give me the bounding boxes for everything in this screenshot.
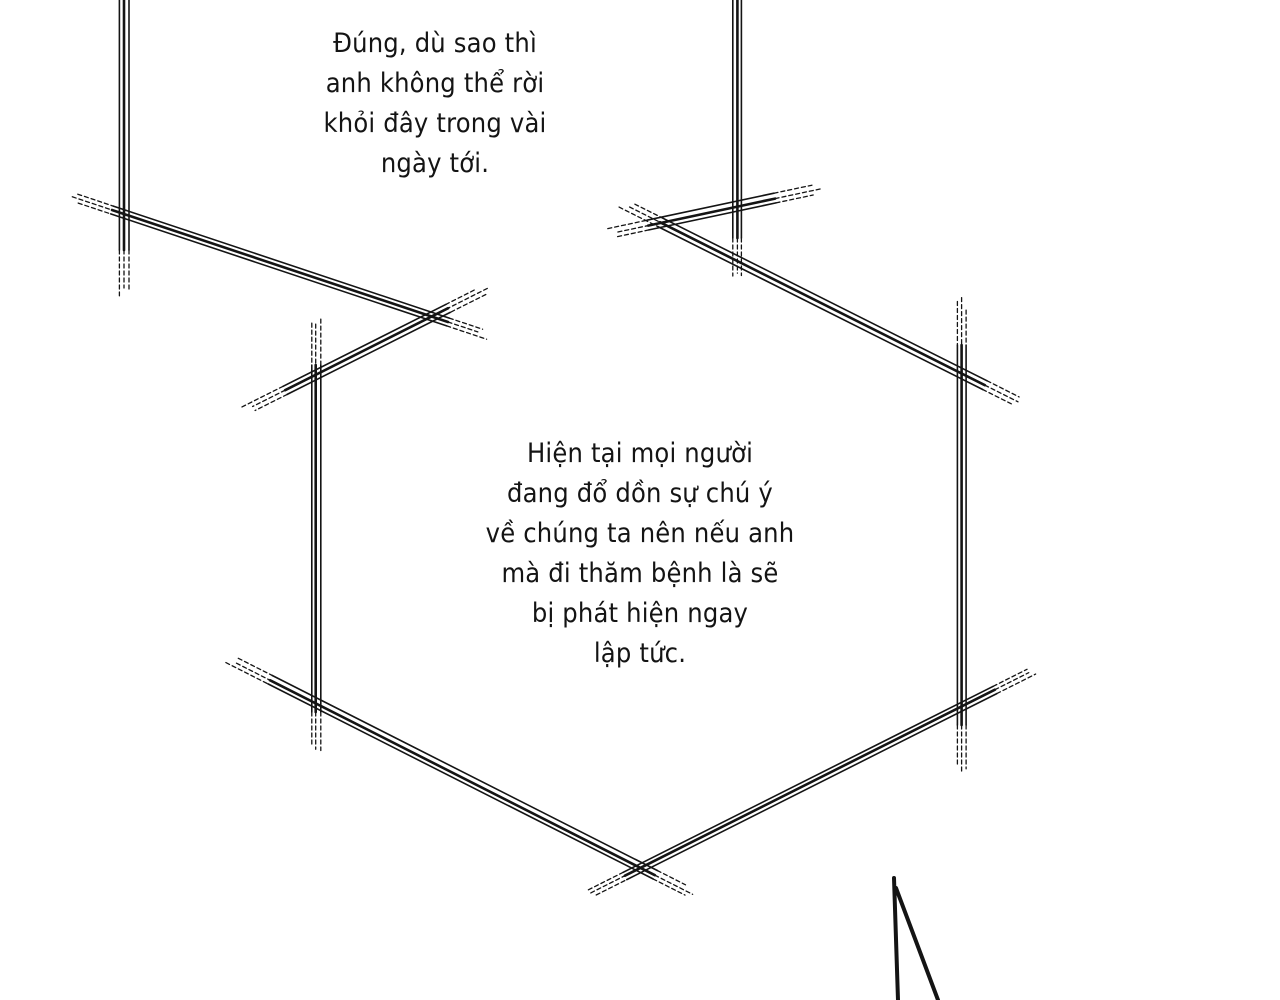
bubble-bottom-line-2: đang đổ dồn sự chú ý	[507, 478, 773, 509]
frame-stroke	[619, 207, 658, 226]
frame-stroke	[270, 680, 655, 875]
frame-stroke	[241, 386, 283, 407]
bubble-bottom-line-1: Hiện tại mọi người	[526, 438, 754, 469]
frame-stroke	[662, 218, 987, 381]
frame-stroke	[448, 322, 478, 332]
frame-stroke	[658, 227, 983, 390]
frame-stroke	[993, 669, 1027, 686]
bubble-bottom-line-5: bị phát hiện ngay	[531, 598, 749, 629]
frame-stroke	[113, 206, 449, 318]
bubble-top-line-3: khỏi đây trong vài	[323, 108, 547, 139]
speech-bubble-bottom	[442, 434, 838, 674]
frame-stroke	[112, 210, 448, 322]
frame-stroke	[591, 876, 625, 893]
frame-stroke	[660, 222, 985, 385]
bubble-top-line-1: Đúng, dù sao thì	[333, 28, 537, 59]
bubble-top-line-4: ngày tới.	[380, 148, 490, 179]
frame-stroke	[111, 214, 447, 326]
frame-stroke	[226, 663, 268, 684]
frame-stroke	[648, 199, 775, 226]
speech-bubble-top	[255, 24, 615, 184]
next-bubble-tail	[894, 878, 938, 1000]
frame-stroke	[448, 288, 487, 308]
frame-stroke	[623, 686, 993, 872]
frame-stroke	[776, 195, 813, 203]
frame-stroke	[618, 226, 648, 232]
frame-stroke	[995, 673, 1029, 690]
frame-stroke	[272, 676, 657, 871]
frame-stroke	[655, 875, 693, 894]
frame-stroke	[653, 879, 685, 895]
frame-stroke	[627, 694, 997, 880]
bubble-top-line-2: anh không thể rời	[325, 68, 545, 99]
frame-stroke	[450, 295, 486, 313]
bubble-bottom-line-6: lập tức.	[593, 638, 687, 669]
frame-stroke	[283, 304, 446, 386]
frame-stroke	[588, 872, 623, 890]
frame-stroke	[775, 189, 821, 199]
bubble-bottom-line-3: về chúng ta nên nếu anh	[485, 518, 795, 549]
frame-stroke	[625, 690, 995, 876]
frame-stroke	[268, 684, 653, 879]
frame-stroke	[447, 326, 487, 339]
frame-stroke	[997, 674, 1036, 694]
frame-stroke	[285, 308, 448, 390]
bubble-bottom-line-4: mà đi thăm bệnh là sẽ	[501, 558, 779, 589]
frame-stroke	[449, 318, 482, 329]
